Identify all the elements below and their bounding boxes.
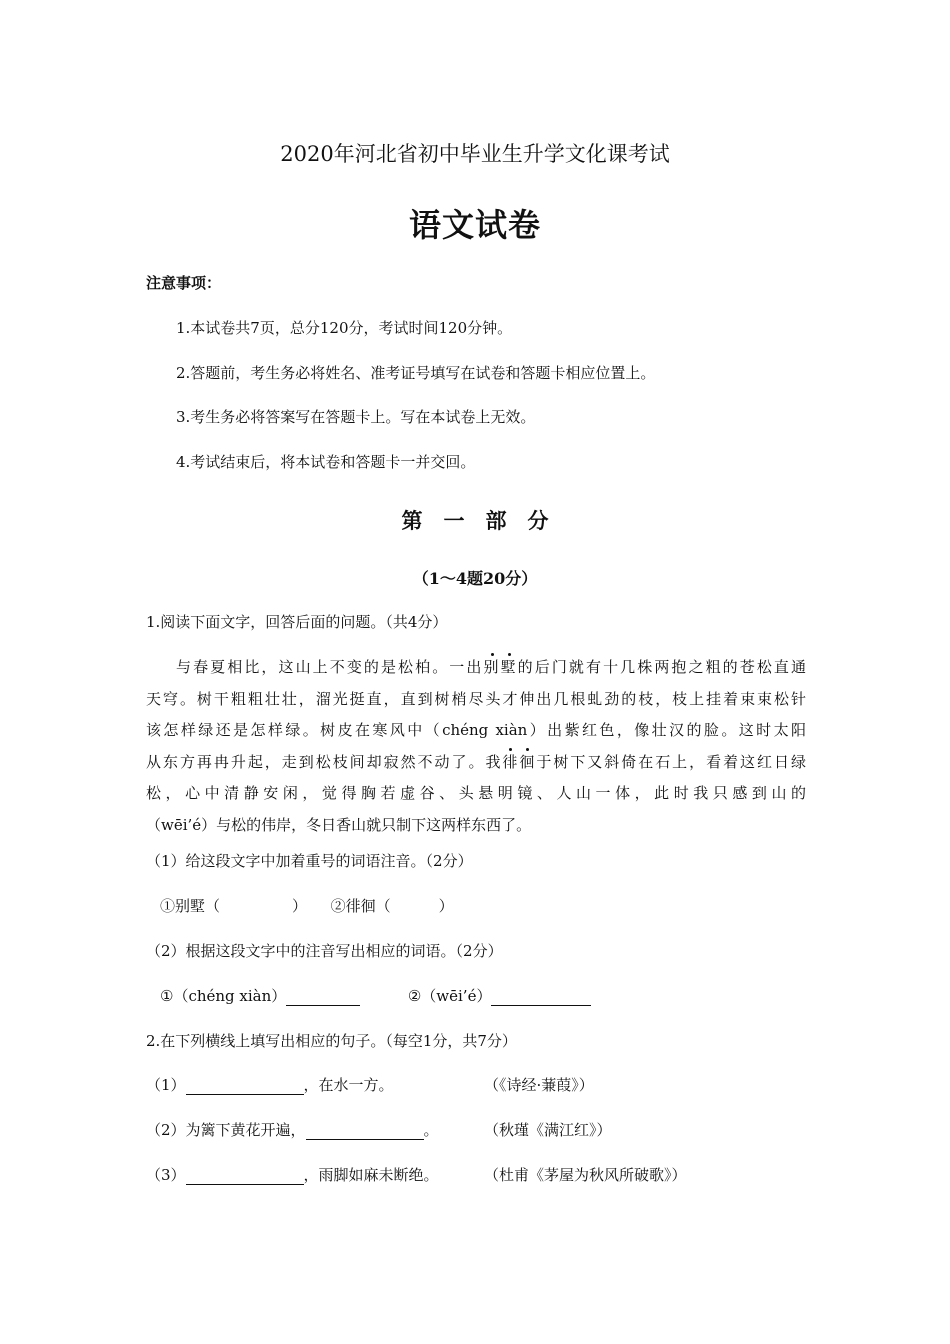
answer-blank[interactable] bbox=[491, 988, 591, 1006]
fill-blank-row: （3） ，雨脚如麻未断绝。 bbox=[146, 1166, 439, 1184]
emphasis-char: 别 bbox=[483, 658, 501, 676]
answer-blank[interactable] bbox=[186, 1077, 304, 1095]
notice-item: 1.本试卷共7页，总分120分，考试时间120分钟。 bbox=[176, 319, 513, 337]
question-1-prompt: 1.阅读下面文字，回答后面的问题。（共4分） bbox=[146, 613, 448, 631]
passage-line: （wēi’é）与松的伟岸，冬日香山就只制下这两样东西了。 bbox=[146, 815, 532, 834]
answer-blank[interactable] bbox=[186, 1167, 304, 1185]
exam-header-line: 2020年河北省初中毕业生升学文化课考试 bbox=[280, 142, 670, 166]
passage-line: 该怎样绿还是怎样绿。树皮在寒风中（chéng xiàn）出紫红色，像壮汉的脸。这时太阳 bbox=[146, 721, 806, 739]
notice-item: 2.答题前，考生务必将姓名、准考证号填写在试卷和答题卡相应位置上。 bbox=[176, 364, 656, 382]
answer-blank[interactable] bbox=[286, 988, 360, 1006]
word-answer-row: ①（chéng xiàn） ②（wēi’é） bbox=[160, 985, 591, 1006]
emphasis-char: 墅 bbox=[500, 658, 518, 676]
question-1-sub-1: （1）给这段文字中加着重号的词语注音。（2分） bbox=[146, 852, 473, 870]
passage-line: 从东方再冉升起，走到松枝间却寂然不动了。我徘徊于树下又斜倚在石上，看着这红日绿 bbox=[146, 752, 806, 771]
source-citation: （《诗经·蒹葭》） bbox=[484, 1076, 594, 1094]
part-subtitle: （1～4题20分） bbox=[412, 569, 538, 588]
fill-blank-row: （2）为篱下黄花开遍， 。 bbox=[146, 1121, 439, 1139]
fill-blank-row: （1） ，在水一方。 bbox=[146, 1076, 394, 1094]
question-2-prompt: 2.在下列横线上填写出相应的句子。（每空1分，共7分） bbox=[146, 1032, 517, 1050]
answer-blank[interactable] bbox=[306, 1122, 424, 1140]
paper-title: 语文试卷 bbox=[408, 206, 541, 244]
source-citation: （秋瑾《满江红》） bbox=[484, 1121, 612, 1139]
passage-line: 松，心中清静安闲，觉得胸若虚谷、头悬明镜、人山一体，此时我只感到山的 bbox=[146, 784, 806, 802]
emphasis-char: 徊 bbox=[519, 752, 537, 771]
reading-passage bbox=[146, 652, 806, 841]
notice-item: 3.考生务必将答案写在答题卡上。写在本试卷上无效。 bbox=[176, 408, 536, 426]
part-title: 第 一 部 分 bbox=[401, 508, 549, 533]
passage-line: 与春夏相比，这山上不变的是松柏。一出别墅的后门就有十几株两抱之粗的苍松直通 bbox=[176, 658, 806, 676]
source-citation: （杜甫《茅屋为秋风所破歌》） bbox=[484, 1166, 687, 1184]
emphasis-char: 徘 bbox=[502, 752, 520, 771]
notice-heading: 注意事项： bbox=[146, 274, 222, 292]
pinyin-answer-row: ①别墅（ ） ②徘徊（ ） bbox=[160, 897, 454, 915]
notice-item: 4.考试结束后，将本试卷和答题卡一并交回。 bbox=[176, 453, 476, 471]
question-1-sub-2: （2）根据这段文字中的注音写出相应的词语。（2分） bbox=[146, 942, 503, 960]
passage-line: 天穹。树干粗粗壮壮，溜光挺直，直到树梢尽头才伸出几根虬劲的枝，枝上挂着束束松针 bbox=[146, 689, 806, 708]
